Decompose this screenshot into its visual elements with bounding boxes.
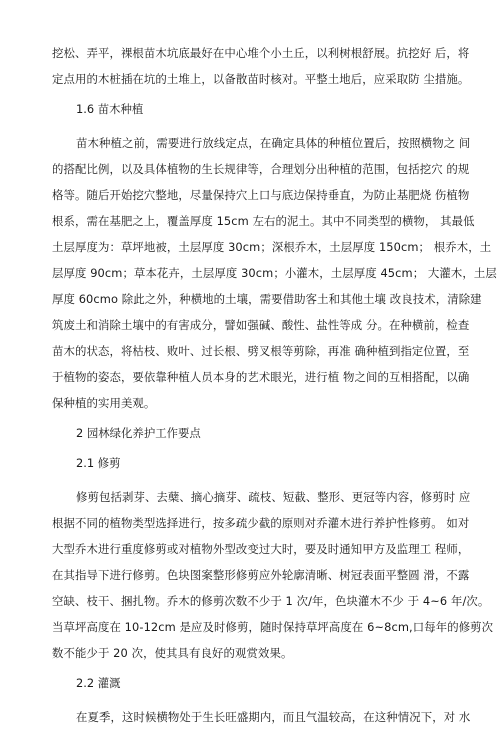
section-heading-2: 2 园林绿化养护工作要点 — [76, 426, 201, 440]
text-line: 根系，需在基肥之上，覆盖厚度 15cm 左右的泥土。其中不同类型的横物， 其最低 — [52, 214, 475, 228]
text-line: 数不能少于 20 次，使其具有良好的观赏效果。 — [52, 646, 293, 660]
text-line: 层厚度 90cm；草本花卉，土层厚度 30cm；小灌木，土层厚度 45cm； 大灌木，土层 — [52, 266, 497, 280]
text-line: 厚度 60cmo 除此之外，种横地的土壤，需要借助客土和其他土壤 改良技术，清除建 — [52, 292, 482, 306]
text-line: 筑废土和消除土壤中的有害成分，譬如强碱、酸性、盐性等成 分。在种横前，检查 — [52, 318, 470, 332]
text-line: 挖松、弄平，裸根苗木坑底最好在中心堆个小土丘，以利树根舒展。抗挖好 后，将 — [52, 46, 470, 60]
text-line: 根据不同的植物类型选择进行，按多疏少截的原则对乔灌木进行养护性修剪。 如对 — [52, 516, 470, 530]
text-line: 在其指导下进行修剪。色块图案整形修剪应外轮廓清晰、树冠表面平整圆 滑，不露 — [52, 568, 470, 582]
text-line: 的搭配比例，以及具体植物的生长规律等，合理划分出种植的范围，包括挖穴 的规 — [52, 162, 470, 176]
text-line: 保种植的实用美观。 — [52, 396, 156, 410]
text-line: 在夏季，这时候横物处于生长旺盛期内，而且气温较高，在这种情况下，对 水 — [76, 710, 471, 724]
text-line: 土层厚度为：草坪地被，土层厚度 30cm；深根乔木，土层厚度 150cm； 根乔木，土 — [52, 240, 492, 254]
text-line: 空缺、枝干、捆扎物。乔木的修剪次数不少于 1 次/年，色块灌木不少 于 4~6 年/次。 — [52, 594, 490, 608]
paragraph-seedling-planting — [52, 130, 497, 416]
text-line: 大型乔木进行重度修剪或对植物外型改变过大时，要及时通知甲方及监理工 程师， — [52, 542, 470, 556]
text-line: 定点用的木桩插在坑的土堆上，以备散苗时核对。平整土地后，应采取防 尘措施。 — [52, 72, 470, 86]
paragraph-irrigation — [52, 704, 471, 730]
text-line: 当草坪高度在 10-12cm 是应及时修剪，随时保持草坪高度在 6~8cm,口每年的修剪次 — [52, 620, 494, 634]
section-heading-2-2: 2.2 灌溉 — [76, 676, 121, 690]
intro-paragraph — [52, 40, 470, 92]
section-heading-1-6: 1.6 苗木种植 — [76, 102, 144, 116]
section-heading-2-1: 2.1 修剪 — [76, 456, 121, 470]
text-line: 苗木种植之前，需要进行放线定点，在确定具体的种植位置后，按照横物之 间 — [76, 136, 471, 150]
paragraph-pruning — [52, 484, 494, 666]
text-line: 格等。随后开始挖穴整地，尽量保持穴上口与底边保持垂直，为防止基肥烧 伤植物 — [52, 188, 470, 202]
text-line: 修剪包括剥芽、去蘖、摘心摘芽、疏枝、短截、整形、更冠等内容，修剪时 应 — [76, 490, 471, 504]
text-line: 于植物的姿态，要依靠种植人员本身的艺术眼光，进行植 物之间的互相搭配，以确 — [52, 370, 470, 384]
text-line: 苗木的状态，将枯枝、败叶、过长根、劈叉根等剪除，再准 确种植到指定位置，至 — [52, 344, 470, 358]
